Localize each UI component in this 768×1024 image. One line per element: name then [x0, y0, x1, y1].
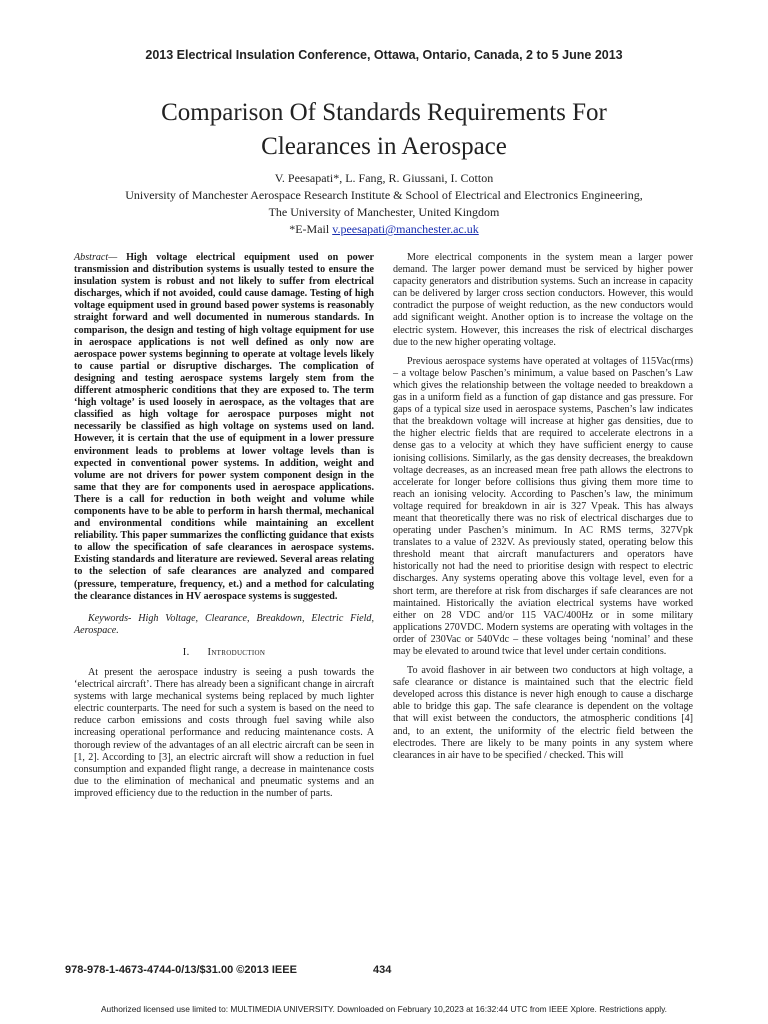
intro-paragraph-1: At present the aerospace industry is seeing a push towards the ‘electrical aircraft’. There has already been a significant change in aircraft systems with large mechanical systems being replaced by much lighter electric counterparts. The need for such a system is based on the need to reduce carbon emissions and costs through fuel saving while also increasing operational performance and reducing maintenance costs. A thorough review of the advantages of an all electric aircraft can be seen in [1, 2]. According to [3], an electric aircraft will show a reduction in fuel consumption and expanded flight range, a decrease in maintenance costs due to the elimination of mechanical and pneumatic systems and an improved efficiency due to the reduction in the number of parts.	[74, 667, 374, 799]
affiliation-line-1: University of Manchester Aerospace Research Institute & School of Electrical and Electronics Engineering,	[125, 188, 643, 202]
page-number: 434	[373, 964, 392, 976]
right-column	[393, 252, 693, 769]
footer-copyright: 978-978-1-4673-4744-0/13/$31.00 ©2013 IEEE	[65, 964, 297, 976]
title-line-2: Clearances in Aerospace	[261, 133, 507, 160]
right-paragraph-2: Previous aerospace systems have operated at voltages of 115Vac(rms) – a voltage below Paschen’s minimum, a value based on Paschen’s Law which gives the relationship between the voltage needed to breakdown a gas in a uniform field as a function of gap distance and gas pressure. For gaps of a typical size used in aerospace systems, Paschen’s law indicates that the breakdown voltage will increase at higher gas densities, due to the higher electric fields that are required to accelerate electrons in a dense gas to a velocity at which they have sufficient energy to cause ionising collisions. Similarly, as the gas density decreases, the breakdown voltage decreases, as an increased mean free path allows the electrons to accelerate for longer before collisions thus giving them more time to reach an ionising velocity. According to Paschen’s law, the minimum voltage required for breakdown in air is 327 Vpeak. This has always meant that theoretically there was no risk of electrical discharges due to operating under Paschen’s minimum. In AC RMS terms, 327Vpk translates to a value of 232V. As previously stated, operating below this threshold meant that aircraft manufacturers and operators have historically not had the need to prioritise design with respect to electric discharges. Any systems operating above this voltage level, even for a short term, are therefore at risk from discharges if safe clearances are not maintained. Historically the aviation electrical systems have worked either on 28 VDC and/or 115 VAC/400Hz or in some military applications 270VDC. Modern systems are operating with voltages in the order of 230Vac or 540Vdc – these voltages being ‘nominal’ and these may be elevated to around twice that level under certain conditions.	[393, 355, 693, 657]
right-paragraph-1: More electrical components in the system mean a larger power demand. The larger power demand must be serviced by higher power capacity generators and distribution systems. Such an increase in capacity can be delivered by larger cross section conductors. However, this would contradict the purpose of weight reduction, as the new conductors would add significant weight. Another option is to increase the voltage on the electric system. However, this increases the risk of electrical discharges due to the new higher operating voltage.	[393, 252, 693, 348]
email-link[interactable]: v.peesapati@manchester.ac.uk	[332, 222, 479, 236]
abstract	[74, 252, 374, 603]
left-column	[74, 252, 374, 807]
title-line-1: Comparison Of Standards Requirements For	[161, 99, 607, 126]
section-title: Introduction	[207, 646, 266, 658]
abstract-lead: Abstract—	[74, 252, 118, 263]
abstract-body: High voltage electrical equipment used on power transmission and distribution systems is usually tested to ensure the insulation system is robust and not likely to suffer from electrical discharges, which if not avoided, could cause damage. Testing of high voltage equipment used in ground based power systems is reasonably straight forward and well documented in numerous standards. In comparison, the design and testing of high voltage equipment for use in aerospace applications is not well defined as only now are aerospace power systems beginning to operate at voltage levels likely to cause partial or disruptive discharges. The complication of designing and testing aerospace systems largely stem from the different atmospheric conditions that they are exposed to. The term ‘high voltage’ is used loosely in aerospace, as the voltages that are classified as high voltage for aerospace purposes might not necessarily be classified as high voltage on systems used on land. However, it is certain that the use of equipment in a lower pressure environment leads to problems at lower voltage levels than is expected in conventional power systems. In addition, weight and volume are not drivers for power system component design in the same that they are for components used in aerospace applications. There is a call for reduction in both weight and volume while components have to be able to perform in harsh thermal, mechanical and environmental conditions while maintaining an excellent reliability. This paper summarizes the conflicting guidance that exists to allow the specification of safe clearances in aerospace systems. Existing standards and literature are reviewed. Several areas relating to the selection of safe clearances are analyzed and compared (pressure, temperature, frequency, et.) and a method for calculating the clearance distances in HV aerospace systems is suggested.	[74, 252, 374, 602]
right-paragraph-3: To avoid flashover in air between two conductors at high voltage, a safe clearance or distance is maintained such that the electric field developed across this distance is never high enough to cause a discharge able to bridge this gap. The safe clearance is dependent on the voltage that will exist between the conductors, the atmospheric conditions [4] and, to an extent, the uniformity of the electric field between the electrodes. There are likely to be many points in any system where clearances in air have to be specified / checked. This will	[393, 665, 693, 761]
paper-title	[60, 96, 708, 164]
author-block	[30, 170, 738, 238]
conference-header: 2013 Electrical Insulation Conference, Ottawa, Ontario, Canada, 2 to 5 June 2013	[145, 48, 623, 62]
affiliation-line-2: The University of Manchester, United Kingdom	[268, 205, 500, 219]
email-label: *E-Mail	[289, 222, 330, 236]
keywords: Keywords- High Voltage, Clearance, Breakdown, Electric Field, Aerospace.	[74, 612, 374, 636]
section-heading	[74, 647, 374, 659]
email-line	[30, 221, 738, 238]
license-notice: Authorized licensed use limited to: MULTIMEDIA UNIVERSITY. Downloaded on February 10,2023 at 16:32:44 UTC from IEEE Xplore. Restrictions apply.	[100, 1004, 668, 1014]
author-names: V. Peesapati*, L. Fang, R. Giussani, I. Cotton	[274, 171, 494, 185]
section-number: I.	[182, 646, 190, 658]
